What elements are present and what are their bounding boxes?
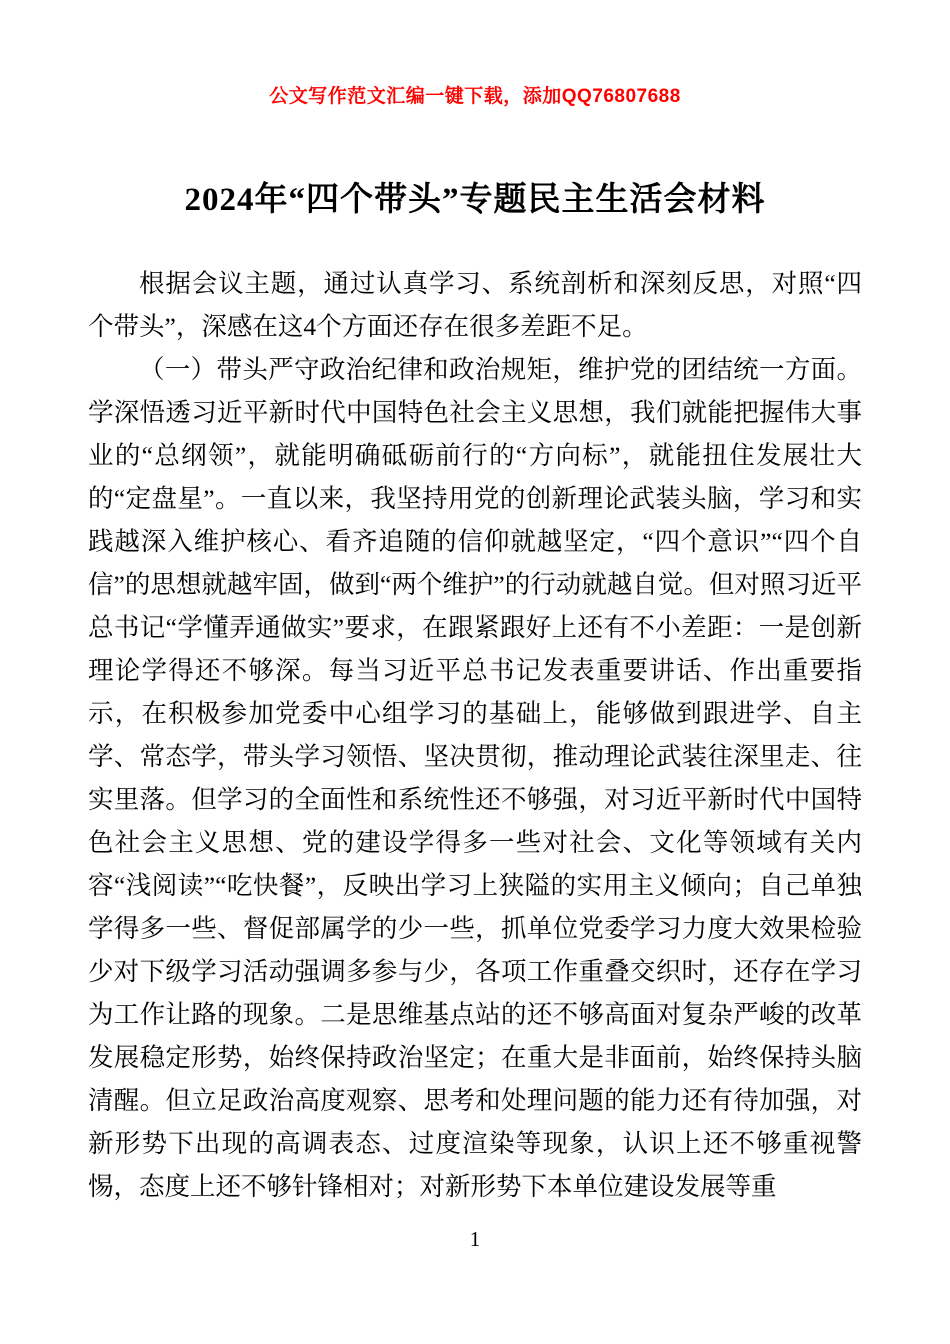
document-body: [88, 262, 862, 1208]
paragraph-1: 根据会议主题，通过认真学习、系统剖析和深刻反思，对照“四个带头”，深感在这4个方面还存在很多差距不足。: [88, 268, 862, 341]
watermark-text: 公文写作范文汇编一键下载，添加QQ76807688: [269, 86, 681, 107]
page-number: 1: [469, 1227, 481, 1251]
paragraph-2: （一）带头严守政治纪律和政治规矩，维护党的团结统一方面。学深悟透习近平新时代中国特色社会主义思想，我们就能把握伟大事业的“总纲领”，就能明确砥砺前行的“方向标”，就能扭住发展壮大的“定盘星”。一直以来，我坚持用党的创新理论武装头脑，学习和实践越深入维护核心、看齐追随的信仰就越坚定，“四个意识”“四个自信”的思想就越牢固，做到“两个维护”的行动就越自觉。但对照习近平总书记“学懂弄通做实”要求，在跟紧跟好上还有不小差距：一是创新理论学得还不够深。每当习近平总书记发表重要讲话、作出重要指示，在积极参加党委中心组学习的基础上，能够做到跟进学、自主学、常态学，带头学习领悟、坚决贯彻，推动理论武装往深里走、往实里落。但学习的全面性和系统性还不够强，对习近平新时代中国特色社会主义思想、党的建设学得多一些对社会、文化等领域有关内容“浅阅读”“吃快餐”，反映出学习上狭隘的实用主义倾向；自己单独学得多一些、督促部属学的少一些，抓单位党委学习力度大效果检验少对下级学习活动强调多参与少，各项工作重叠交织时，还存在学习为工作让路的现象。二是思维基点站的还不够高面对复杂严峻的改革发展稳定形势，始终保持政治坚定；在重大是非面前，始终保持头脑清醒。但立足政治高度观察、思考和处理问题的能力还有待加强，对新形势下出现的高调表态、过度渲染等现象，认识上还不够重视警惕，态度上还不够针锋相对；对新形势下本单位建设发展等重: [88, 354, 862, 1201]
page-title: 2024年“四个带头”专题民主生活会材料: [184, 181, 766, 218]
